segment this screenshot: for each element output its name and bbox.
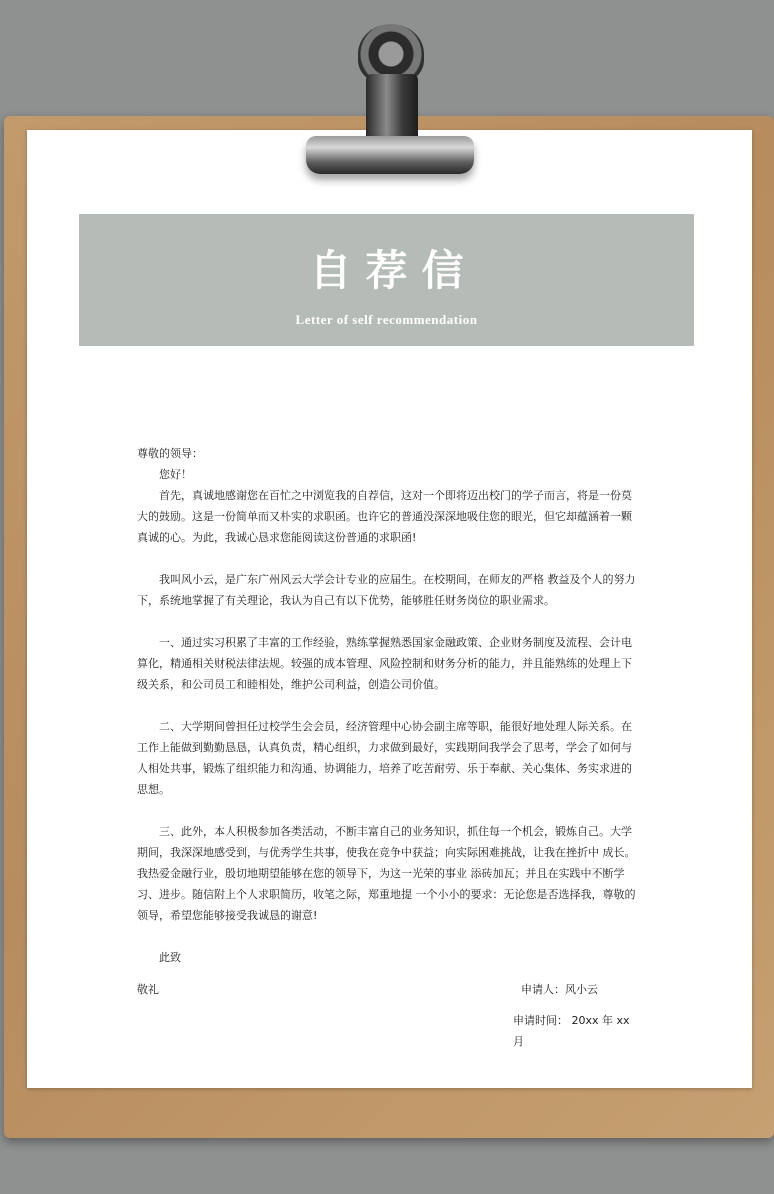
closing-salute: 此致: [159, 951, 181, 964]
letter-body: [137, 443, 641, 1048]
salutation: 尊敬的领导：: [137, 447, 203, 460]
title-banner: [79, 214, 694, 346]
page-title: 自荐信: [309, 246, 478, 295]
paragraph-intro: 首先，真诚地感谢您在百忙之中浏览我的自荐信，这对一个即将迈出校门的学子而言，将是一份莫大的鼓励。这是一份简单而又朴实的求职函。也许它的普通没深深地吸住您的眼光，但它却蕴涵着一颗真诚的心。为此，我诚心恳求您能阅读这份普通的求职函!: [137, 489, 632, 544]
closing-regards: 敬礼: [137, 983, 159, 996]
binder-clip: [300, 24, 480, 180]
applicant-name: 申请人：风小云: [521, 983, 598, 996]
greeting: 您好！: [159, 468, 192, 481]
paragraph-strength-2: 二、大学期间曾担任过校学生会会员，经济管理中心协会副主席等职，能很好地处理人际关系。在工作上能做到勤勤恳恳，认真负责，精心组织，力求做到最好，实践期间我学会了思考，学会了如何与人相处共事，锻炼了组织能力和沟通、协调能力，培养了吃苦耐劳、乐于奉献、关心集体、务实求进的思想。: [137, 720, 632, 796]
clip-base: [306, 136, 474, 174]
paragraph-background: 我叫风小云，是广东广州风云大学会计专业的应届生。在校期间，在师友的严格 教益及个人的努力下，系统地掌握了有关理论，我认为自己有以下优势，能够胜任财务岗位的职业需求。: [137, 573, 636, 607]
application-date: 申请时间： 20xx 年 xx 月: [513, 1014, 630, 1048]
paragraph-strength-3: 三、此外，本人积极参加各类活动，不断丰富自己的业务知识，抓住每一个机会，锻炼自己。大学期间，我深深地感受到，与优秀学生共事，使我在竞争中获益；向实际困难挑战，让我在挫折中 成长。我热爱金融行业，殷切地期望能够在您的领导下，为这一光荣的事业 添砖加瓦；并且在实践中不断学习、进步。随信附上个人求职简历，收笔之际，郑重地提 一个小小的要求：无论您是否选择我，尊敬的领导，希望您能够接受我诚恳的谢意!: [137, 825, 636, 922]
paragraph-strength-1: 一、通过实习积累了丰富的工作经验，熟练掌握熟悉国家金融政策、企业财务制度及流程、会计电算化，精通相关财税法律法规。较强的成本管理、风险控制和财务分析的能力，并且能熟练的处理上下级关系，和公司员工和睦相处，维护公司利益，创造公司价值。: [137, 636, 632, 691]
page-subtitle: Letter of self recommendation: [295, 312, 478, 327]
